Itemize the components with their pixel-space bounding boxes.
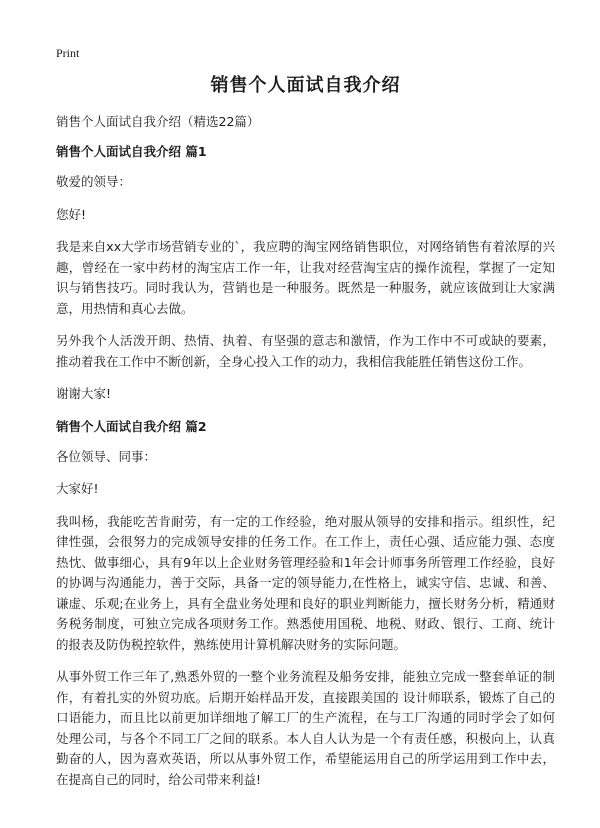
section-2	[56, 417, 555, 791]
body-paragraph: 我是来自xx大学市场营销专业的`，我应聘的淘宝网络销售职位，对网络销售有着浓厚的兴趣，曾经在一家中药材的淘宝店工作一年，让我对经营淘宝店的操作流程，掌握了一定知识与销售技巧。同时我认为，营销也是一种服务。既然是一种服务，就应该做到让大家满意，用热情和真心去做。	[56, 239, 555, 316]
salutation: 各位领导、同事：	[56, 448, 157, 464]
closing: 谢谢大家!	[56, 386, 112, 401]
document-subtitle: 销售个人面试自我介绍（精选22篇）	[56, 114, 260, 129]
section-heading: 销售个人面试自我介绍 篇2	[56, 418, 207, 434]
salutation: 敬爱的领导：	[56, 174, 132, 189]
greeting: 大家好!	[56, 481, 99, 496]
greeting: 您好!	[56, 206, 87, 222]
document-title: 销售个人面试自我介绍	[210, 75, 401, 96]
body-paragraph: 我叫杨，我能吃苦肯耐劳，有一定的工作经验，绝对服从领导的安排和指示。组织性，纪律性强，会很努力的完成领导安排的任务工作。在工作上，责任心强、适应能力强、态度热忱、做事细心，具有9年以上企业财务管理经验和1年会计师事务所管理工作经验，良好的协调与沟通能力，善于交际，具备一定的领导能力,在性格上，诚实守信、忠诚、和善、谦虚、乐观;在业务上，具有全盘业务处理和良好的职业判断能力，擅长财务分析，精通财务税务制度，可独立完成各项财务工作。熟悉使用国税、地税、财政、银行、工商、统计的报表及防伪税控软件，熟练使用计算机解决财务的实际问题。	[56, 513, 555, 652]
body-paragraph: 另外我个人活泼开朗、热情、执着、有坚强的意志和激情，作为工作中不可或缺的要素，推动着我在工作中不断创新，全身心投入工作的动力，我相信我能胜任销售这份工作。	[56, 333, 555, 369]
section-1	[56, 142, 555, 405]
print-label[interactable]: Print	[56, 46, 80, 60]
section-heading: 销售个人面试自我介绍 篇1	[56, 144, 207, 159]
body-paragraph: 从事外贸工作三年了,熟悉外贸的一整个业务流程及船务安排，能独立完成一整套单证的制作，有着扎实的外贸功底。后期开始样品开发，直接跟美国的 设计师联系，锻炼了自己的口语能力，而且比以前更加详细地了解工厂的生产流程，在与工厂沟通的同时学会了如何处理公司，与各个不同工厂之间的联系。本人自人认为是一个有责任感，积极向上，认真勤奋的人，因为喜欢英语，所以从事外贸工作，希望能运用自己的所学运用到工作中去，在提高自己的同时，给公司带来利益!	[56, 669, 555, 787]
